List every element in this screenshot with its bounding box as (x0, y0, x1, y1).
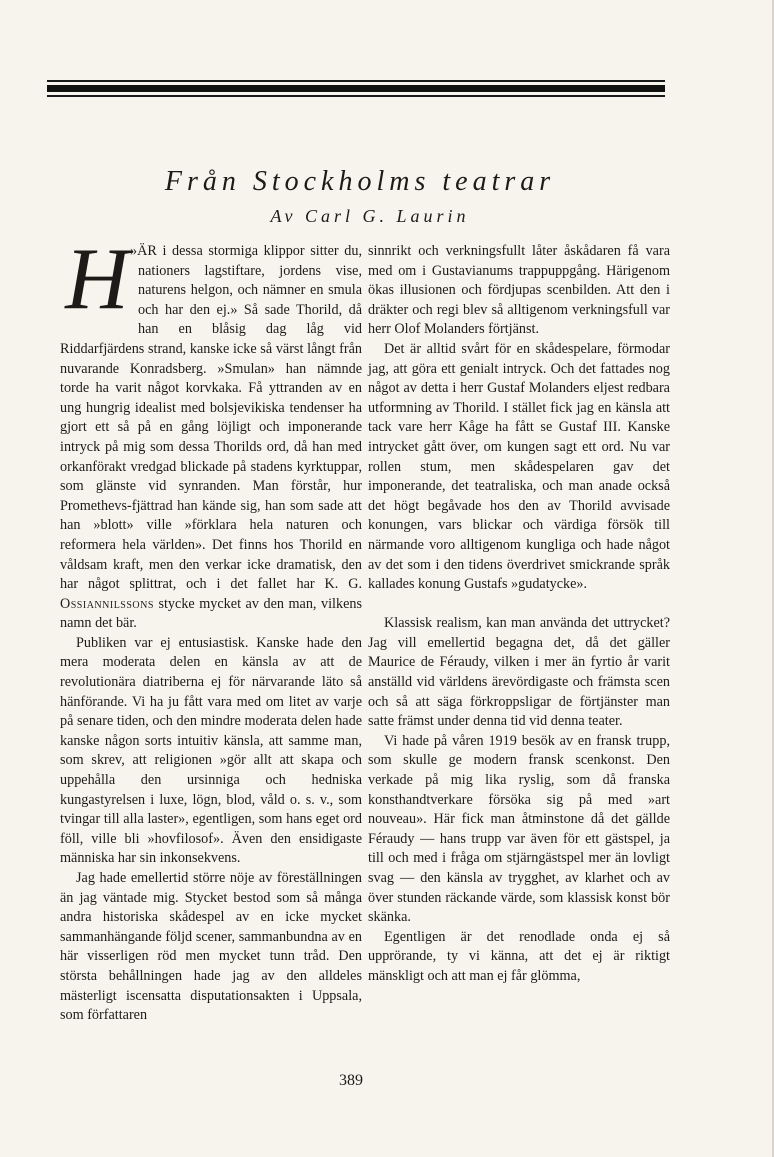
first-word: ÄR (137, 243, 157, 259)
article-byline: Av Carl G. Laurin (270, 206, 470, 226)
paragraph-8: Egentligen är det renodlade onda ej så upprörande, ty vi känna, att det ej är riktigt mänskligt och att man ej får glömma, (368, 928, 670, 984)
left-column (60, 231, 362, 1026)
paragraph-2: Publiken var ej entusiastisk. Kanske hade den mera moderata delen en känsla av att de revolutionära diatriberna ej för närvarande läto så hänförande. Vi ha ju fått vara med om litet av varje på senare tiden, och den mindre moderata delen hade kanske någon sorts intuitiv känsla, att samme man, som skrev, att religionen »gör allt att skapa och uppehålla den ursinniga och hedniska kungastyrelsen i luxe, lögn, blod, våld o. s. v., som tvingar till alla laster», egentligen, som hans eget ord föll, ville bli »hovfilosof». Även den ensidigaste människa har sin inkonsekvens. (60, 634, 362, 867)
header-ornament-rule (47, 80, 665, 97)
page-number: 389 (339, 1072, 363, 1089)
opening-quote: » (130, 243, 138, 259)
paragraph-6: Klassisk realism, kan man använda det uttrycket? Jag vill emellertid begagna det, då det gäller Maurice de Féraudy, vilken i mer än fyrtio år varit anställd vid världens ärevördigaste och främsta scen och så att säga förkroppsligar de förtjänster man satte främst under denna tid vid denna teater. (368, 615, 670, 730)
paragraph-7: Vi hade på våren 1919 besök av en fransk trupp, som skulle ge modern fransk scenkonst. Den verkade på mig lika ryslig, som då franska konsthandtverkare försöka sig på med »art nouveau». Här fick man åtminstone då det gällde Féraudy — hans trupp var även för ett gästspel, ja till och med i fråga om stjärngästspel mer än lovligt svag — den känsla av trygghet, av klarhet och av över stunden räckande värde, som klassisk konst bör skänka. (368, 732, 670, 926)
right-column (368, 242, 670, 987)
paragraph-1 (60, 231, 362, 634)
author-name-smallcaps: Ossiannilssons (60, 595, 154, 612)
paragraph-5: Det är alltid svårt för en skådespelare, förmodar jag, att göra ett genialt intryck. Och det fattades nog något av detta i herr Gustaf Molanders eljest redbara utformning av Thorild. I stället fick jag en känsla att tack vare herr Kåge ha fått se Gustaf III. Kanske intrycket gått över, om kungen sagt ett ord. Nu var rollen stum, men skådespelaren gav det imponerande, det teatraliska, och man anade också det högt begåvade hos den av Thorild avvisade konungen, vars blickar och värdiga försök till närmande voro alltigenom kungliga och hade något av det som i den tidens överdrivet smickrande språk kallades konung Gustafs »gudatycke». (368, 340, 670, 593)
paragraph-1-end: stycke mycket av den man, vilkens namn det bär. (60, 595, 362, 632)
paragraph-4: sinnrikt och verkningsfullt låter åskådaren få vara med om i Gustavianums trappuppgång. Härigenom ökas illusionen och fördjupas scenbilden. Att den i dräkter och regi blev så alltigenom verkningsfull var herr Olof Molanders förtjänst. (368, 243, 670, 338)
article-title: Från Stockholms teatrar (164, 166, 556, 197)
rule-thick (47, 85, 665, 92)
dropcap-letter: H (65, 231, 129, 328)
rule-thin-bottom (47, 95, 665, 97)
paragraph-3: Jag hade emellertid större nöje av föreställningen än jag väntade mig. Stycket bestod som så många andra historiska skådespel av en icke mycket sammanhängande följd scener, sammanbundna av en här visserligen röd men mycket tunn tråd. Den största behållningen hade jag av den alldeles mästerligt iscensatta disputationsakten i Uppsala, som författaren (60, 870, 362, 1024)
rule-thin-top (47, 80, 665, 82)
paragraph-1-text: i dessa stormiga klippor sitter du, nationers lagstiftare, jordens vise, naturens helgon, och nämner en smula och har den ej.» Så sade Thorild, då han en blåsig dag låg vid Riddarfjärdens strand, kanske icke så värst långt från nuvarande Konradsberg. »Smulan» han nämnde torde ha varit något korvkaka. Få yttranden av en ung hungrig idealist med bolsjevikiska tendenser ha gjort ett så på en gång löjligt och imponerande intryck på mig som dessa Thorilds ord, då han med orkanförakt vredgad blickade på stadens kyrktuppar, som glänste vid synranden. Man förstår, hur Promethevs-fjättrad han kände sig, han som sade att han »blott» ville »förklara hela naturen och reformera hela världen». Det finns hos Thorild en våldsam kraft, men den verkar icke dramatisk, den har något splittrat, och i det fallet har K. G. (60, 243, 362, 593)
